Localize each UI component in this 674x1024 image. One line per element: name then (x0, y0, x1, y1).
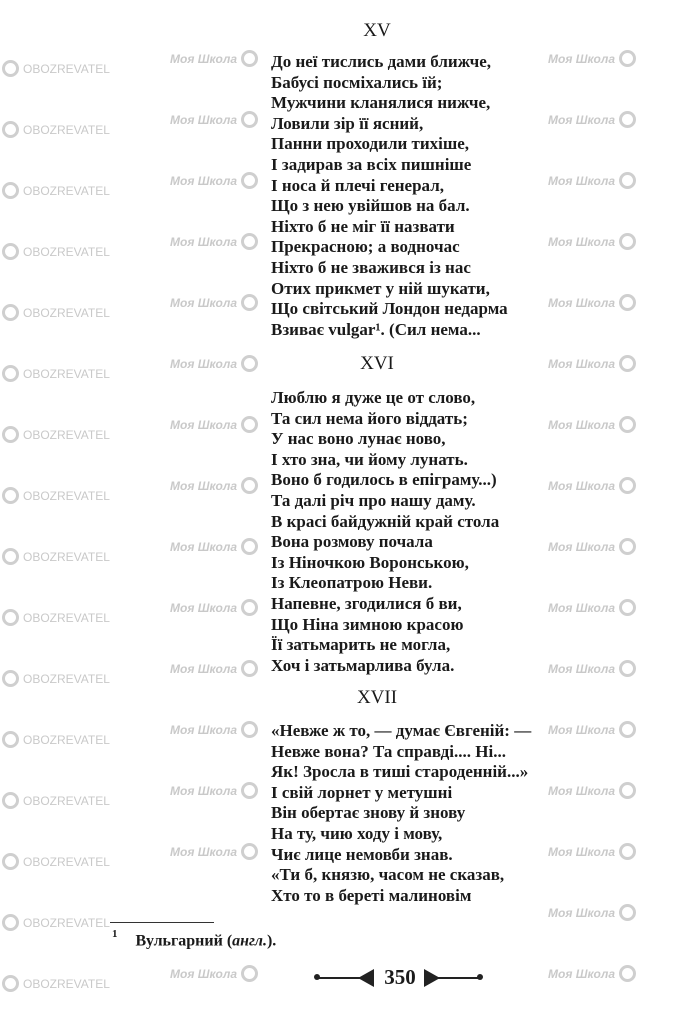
verse-line: Як! Зросла в тиші староденній...» (271, 762, 529, 782)
watermark-logo-icon (241, 294, 258, 311)
verse-line: «Ти б, князю, часом не сказав, (271, 865, 505, 885)
verse-line: Ніхто б не міг її назвати (271, 216, 455, 236)
watermark (2, 304, 110, 321)
watermark-brand: OBOZREVATEL (23, 427, 110, 442)
verse-line: Прекрасною; а водночас (271, 237, 460, 257)
watermark-logo-icon (241, 538, 258, 555)
watermark-brand: Моя Школа (548, 966, 616, 981)
watermark (170, 416, 258, 433)
watermark-logo-icon (2, 853, 19, 870)
verse-line: Що з нею увійшов на бал. (271, 196, 470, 216)
watermark-logo-icon (619, 660, 636, 677)
watermark (548, 904, 636, 921)
verse-line: Та сил нема його віддать; (271, 408, 468, 428)
watermark-brand: OBOZREVATEL (23, 488, 110, 503)
watermark (2, 548, 110, 565)
watermark (2, 60, 110, 77)
watermark (2, 914, 110, 931)
watermark-logo-icon (619, 50, 636, 67)
watermark-logo-icon (619, 843, 636, 860)
watermark (170, 538, 258, 555)
watermark-brand: Моя Школа (170, 234, 238, 249)
watermark-logo-icon (619, 477, 636, 494)
watermark-logo-icon (241, 111, 258, 128)
watermark-brand: Моя Школа (170, 783, 238, 798)
watermark-brand: Моя Школа (548, 905, 616, 920)
watermark-brand: OBOZREVATEL (23, 61, 110, 76)
watermark-logo-icon (241, 843, 258, 860)
verse-line: Отих прикмет у ній шукати, (271, 278, 490, 298)
watermark-logo-icon (2, 609, 19, 626)
watermark-brand: Моя Школа (548, 783, 616, 798)
footnote-italic: англ. (232, 932, 267, 950)
watermark (548, 782, 636, 799)
watermark-logo-icon (619, 416, 636, 433)
watermark (170, 172, 258, 189)
ornament-line-right (438, 977, 480, 979)
watermark (548, 477, 636, 494)
watermark-logo-icon (241, 782, 258, 799)
verse-line: Люблю я дуже це от слово, (271, 388, 476, 407)
watermark (548, 233, 636, 250)
watermark (2, 609, 110, 626)
watermark (548, 538, 636, 555)
watermark-logo-icon (619, 294, 636, 311)
watermark-brand: Моя Школа (548, 173, 616, 188)
stanza-xv (271, 52, 508, 340)
watermark-brand: Моя Школа (548, 478, 616, 493)
footnote-tail: ). (266, 932, 277, 950)
footnote-text: Вульгарний ( (135, 932, 233, 950)
watermark-logo-icon (619, 233, 636, 250)
watermark-logo-icon (2, 548, 19, 565)
watermark-brand: Моя Школа (170, 295, 238, 310)
watermark-logo-icon (241, 721, 258, 738)
watermark (2, 426, 110, 443)
stanza-heading-xvii: XVII (356, 687, 398, 708)
watermark-brand: OBOZREVATEL (23, 305, 110, 320)
watermark (548, 660, 636, 677)
verse-line: На ту, чию ходу і мову, (271, 823, 443, 843)
verse-line: Вона розмову почала (271, 532, 433, 552)
watermark-brand: Моя Школа (548, 600, 616, 615)
verse-line: Та далі річ про нашу даму. (271, 490, 476, 510)
watermark (548, 50, 636, 67)
watermark-logo-icon (619, 721, 636, 738)
watermark-logo-icon (241, 660, 258, 677)
watermark (548, 172, 636, 189)
watermark-brand: OBOZREVATEL (23, 915, 110, 930)
watermark (2, 853, 110, 870)
watermark-brand: Моя Школа (548, 51, 616, 66)
watermark (2, 121, 110, 138)
ornament-line-left (317, 977, 361, 979)
ornament-dot-right (477, 974, 483, 980)
watermark-logo-icon (2, 792, 19, 809)
verse-line: В красі байдужній край стола (271, 511, 500, 531)
verse-line: Він обертає знову й знову (271, 803, 466, 823)
ornament-arrow-left-icon (358, 969, 374, 987)
page-number: 350 (384, 965, 416, 989)
verse-line: І хто зна, чи йому лунать. (271, 449, 468, 469)
watermark-brand: Моя Школа (548, 661, 616, 676)
verse-line: До неї тислись дами ближче, (271, 52, 491, 71)
watermark-logo-icon (2, 975, 19, 992)
verse-line: Із Ніночкою Воронською, (271, 552, 469, 572)
stanza-heading-xv: XV (363, 20, 391, 41)
watermark (170, 599, 258, 616)
watermark (170, 294, 258, 311)
watermark-brand: Моя Школа (170, 844, 238, 859)
watermark-brand: Моя Школа (548, 722, 616, 737)
watermark-logo-icon (2, 426, 19, 443)
watermark-brand: Моя Школа (548, 295, 616, 310)
verse-line: Ловили зір її ясний, (271, 113, 424, 133)
watermark (170, 111, 258, 128)
watermark-brand: Моя Школа (170, 112, 238, 127)
verse-line: Ніхто б не зважився із нас (271, 257, 471, 277)
verse-line: Її затьмарить не могла, (271, 635, 451, 655)
watermark (2, 792, 110, 809)
watermark (548, 416, 636, 433)
watermark-logo-icon (2, 304, 19, 321)
verse-line: У нас воно лунає ново, (271, 429, 446, 449)
watermark-brand: OBOZREVATEL (23, 122, 110, 137)
watermark-brand: Моя Школа (170, 966, 238, 981)
watermark (2, 487, 110, 504)
stanza-xvii (271, 721, 531, 906)
watermark-logo-icon (619, 965, 636, 982)
watermark-logo-icon (2, 731, 19, 748)
watermark-brand: Моя Школа (170, 173, 238, 188)
verse-line: І задирав за всіх пишніше (271, 154, 472, 174)
verse-line: Хоч і затьмарлива була. (271, 655, 455, 675)
verse-line: Панни проходили тихіше, (271, 134, 470, 154)
watermark-brand: Моя Школа (548, 234, 616, 249)
stanza-heading-xvi: XVI (360, 353, 394, 374)
watermark-logo-icon (2, 914, 19, 931)
watermark-brand: Моя Школа (170, 661, 238, 676)
watermark-brand: OBOZREVATEL (23, 976, 110, 991)
watermark-logo-icon (2, 670, 19, 687)
verse-line: Бабусі посміхались їй; (271, 72, 443, 92)
watermark-brand: OBOZREVATEL (23, 244, 110, 259)
watermark-brand: Моя Школа (170, 417, 238, 432)
watermark (170, 660, 258, 677)
verse-line: Невже вона? Та справді.... Ні... (271, 741, 506, 761)
watermark-logo-icon (619, 111, 636, 128)
verse-line: Що Ніна зимною красою (271, 614, 464, 634)
verse-line: «Невже ж то, — думає Євгеній: — (271, 721, 532, 740)
watermark-logo-icon (241, 50, 258, 67)
watermark-brand: Моя Школа (170, 600, 238, 615)
watermark (170, 477, 258, 494)
watermark-logo-icon (619, 172, 636, 189)
watermark-brand: Моя Школа (170, 478, 238, 493)
watermark (2, 670, 110, 687)
watermark-brand: Моя Школа (170, 722, 238, 737)
watermark (548, 721, 636, 738)
watermark-logo-icon (2, 182, 19, 199)
watermark-logo-icon (241, 477, 258, 494)
watermark-logo-icon (619, 538, 636, 555)
watermark-logo-icon (2, 487, 19, 504)
watermark-brand: Моя Школа (170, 51, 238, 66)
watermark (2, 243, 110, 260)
page-number-ornament (314, 965, 484, 991)
watermark (170, 843, 258, 860)
watermark (170, 721, 258, 738)
watermark-logo-icon (241, 416, 258, 433)
verse-line: Із Клеопатрою Неви. (271, 573, 433, 593)
watermark (548, 294, 636, 311)
watermark-logo-icon (241, 172, 258, 189)
watermark-brand: Моя Школа (170, 356, 238, 371)
watermark (2, 731, 110, 748)
watermark-logo-icon (241, 599, 258, 616)
verse-line: І свій лорнет у метушні (271, 782, 453, 802)
watermark-brand: OBOZREVATEL (23, 732, 110, 747)
watermark-logo-icon (619, 904, 636, 921)
watermark-logo-icon (2, 243, 19, 260)
watermark (170, 782, 258, 799)
watermark-brand: Моя Школа (548, 112, 616, 127)
watermark-brand: OBOZREVATEL (23, 854, 110, 869)
footnote-divider (110, 922, 214, 923)
watermark-brand: OBOZREVATEL (23, 549, 110, 564)
verse-line: Що світський Лондон недарма (271, 299, 508, 319)
watermark-logo-icon (2, 60, 19, 77)
verse-line: Воно б годилось в епіграму...) (271, 470, 497, 490)
watermark (548, 599, 636, 616)
watermark (548, 965, 636, 982)
verse-line: І носа й плечі генерал, (271, 175, 444, 195)
verse-line: Чиє лице немовби знав. (271, 844, 453, 864)
watermark-brand: OBOZREVATEL (23, 610, 110, 625)
verse-line: Напевне, згодилися б ви, (271, 593, 462, 613)
watermark-logo-icon (2, 121, 19, 138)
watermark-brand: OBOZREVATEL (23, 793, 110, 808)
watermark (2, 182, 110, 199)
watermark-brand: OBOZREVATEL (23, 366, 110, 381)
verse-line: Взиває vulgar¹. (Сил нема... (271, 319, 481, 339)
watermark-brand: Моя Школа (548, 844, 616, 859)
watermark (548, 843, 636, 860)
watermark-brand: Моя Школа (170, 539, 238, 554)
watermark-brand: Моя Школа (548, 539, 616, 554)
watermark-logo-icon (619, 782, 636, 799)
watermark-brand: Моя Школа (548, 417, 616, 432)
watermark (170, 50, 258, 67)
watermark (548, 111, 636, 128)
watermark-brand: Моя Школа (548, 356, 616, 371)
footnote-mark: 1 (112, 928, 118, 940)
watermark-brand: OBOZREVATEL (23, 183, 110, 198)
watermark-logo-icon (241, 233, 258, 250)
verse-line: Мужчини кланялися нижче, (271, 93, 491, 113)
stanza-xvi (271, 388, 499, 676)
verse-line: Хто то в береті малиновім (271, 885, 472, 905)
watermark (170, 965, 258, 982)
watermark (2, 975, 110, 992)
watermark (170, 233, 258, 250)
watermark-logo-icon (619, 599, 636, 616)
watermark-logo-icon (241, 965, 258, 982)
watermark-brand: OBOZREVATEL (23, 671, 110, 686)
footnote (112, 930, 276, 950)
